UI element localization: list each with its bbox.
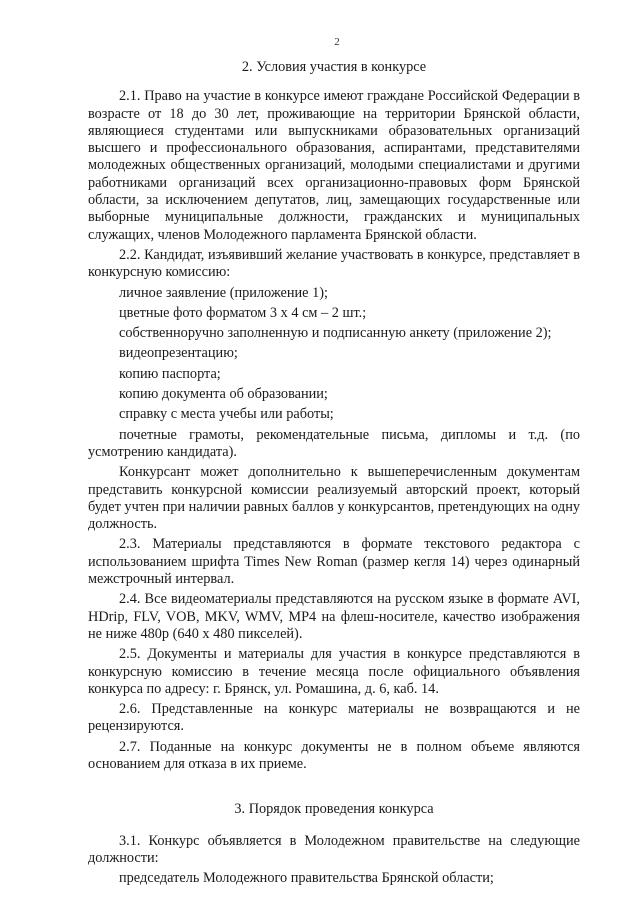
paragraph-2-4: 2.4. Все видеоматериалы представляются на русском языке в формате AVI, HDrip, FLV, VOB, MKV, WMV, MP4 на флеш-носителе, качество изображения не ниже 480p (640 х 480 пикселей). bbox=[88, 591, 580, 642]
paragraph-author-project: Конкурсант может дополнительно к вышеперечисленным документам представить конкурсной комиссии реализуемый авторский проект, который будет учтен при наличии равных баллов у конкурсантов, претендующих на одну должность. bbox=[88, 464, 580, 533]
paragraph-2-2: 2.2. Кандидат, изъявивший желание участвовать в конкурсе, представляет в конкурсную комиссию: bbox=[88, 246, 580, 281]
section-2-heading: 2. Условия участия в конкурсе bbox=[241, 59, 427, 75]
paragraph-2-3: 2.3. Материалы представляются в формате текстового редактора с использованием шрифта Times New Roman (размер кегля 14) через одинарный межстрочный интервал. bbox=[88, 536, 580, 588]
list-item-passport-copy: копию паспорта; bbox=[119, 365, 221, 382]
list-item-education-document: копию документа об образовании; bbox=[119, 386, 328, 403]
list-item-video-presentation: видеопрезентацию; bbox=[119, 345, 238, 362]
paragraph-2-5: 2.5. Документы и материалы для участия в конкурсе представляются в конкурсную комиссию в течение месяца после официального объявления конкурса по адресу: г. Брянск, ул. Ромашина, д. 6, каб. 14. bbox=[88, 646, 580, 697]
list-item-chairman: председатель Молодежного правительства Брянской области; bbox=[119, 870, 494, 887]
list-item-photos: цветные фото форматом 3 х 4 см – 2 шт.; bbox=[119, 304, 367, 321]
paragraph-3-1: 3.1. Конкурс объявляется в Молодежном правительстве на следующие должности: bbox=[88, 832, 580, 866]
list-item-questionnaire: собственноручно заполненную и подписанную анкету (приложение 2); bbox=[119, 325, 552, 342]
list-item-diplomas: почетные грамоты, рекомендательные письма, дипломы и т.д. (по усмотрению кандидата). bbox=[88, 426, 580, 460]
paragraph-2-1: 2.1. Право на участие в конкурсе имеют граждане Российской Федерации в возрасте от 18 до 30 лет, проживающие на территории Брянской области, являющиеся студентами или выпускниками образовательных организаций высшего и профессионального образования, аспирантами, представителями молодежных общественных организаций, молодыми специалистами и другими работниками организаций всех организационно-правовых форм Брянской области, за исключением депутатов, лиц, замещающих государственные или выборные муниципальные должности, гражданских и муниципальных служащих, членов Молодежного парламента Брянской области. bbox=[88, 88, 580, 243]
list-item-certificate: справку с места учебы или работы; bbox=[119, 406, 334, 423]
paragraph-2-6: 2.6. Представленные на конкурс материалы не возвращаются и не рецензируются. bbox=[88, 701, 580, 735]
page-number: 2 bbox=[334, 36, 340, 48]
section-3-heading: 3. Порядок проведения конкурса bbox=[234, 801, 434, 818]
paragraph-2-7: 2.7. Поданные на конкурс документы не в полном объеме являются основанием для отказа в их приеме. bbox=[88, 738, 580, 772]
list-item-application: личное заявление (приложение 1); bbox=[119, 284, 328, 301]
